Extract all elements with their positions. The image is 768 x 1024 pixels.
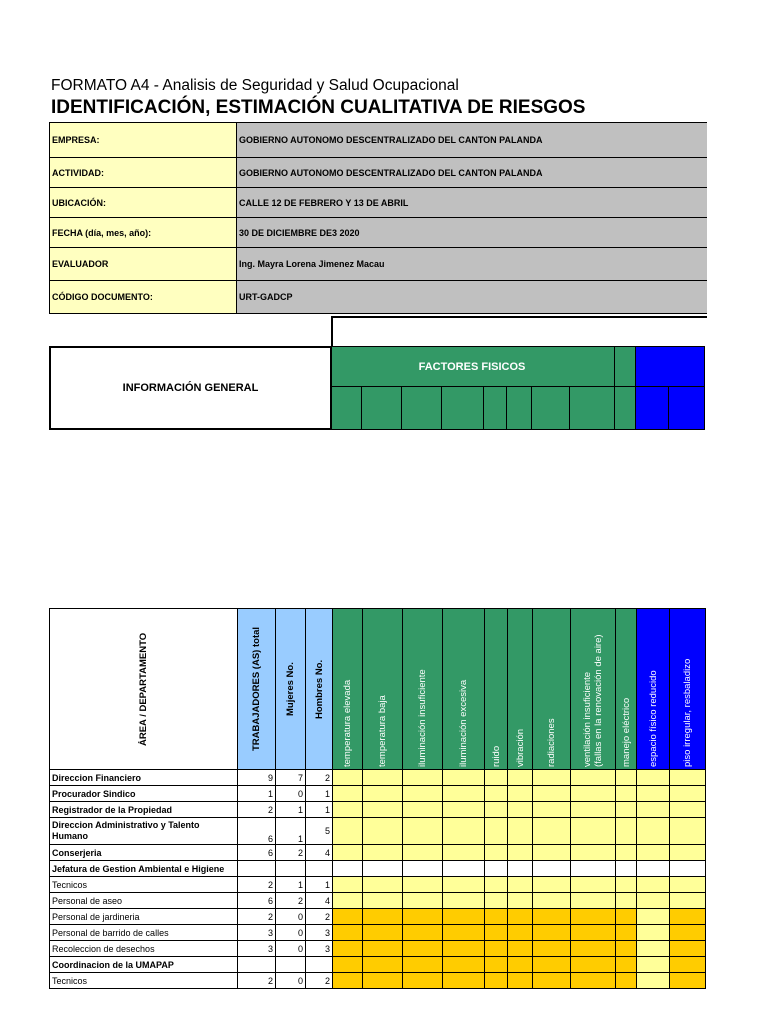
info-value: GOBIERNO AUTONOMO DESCENTRALIZADO DEL CANTON PALANDA	[237, 158, 707, 188]
factor-cell[interactable]	[443, 786, 485, 802]
factor-cell[interactable]	[363, 941, 403, 957]
info-label: ACTIVIDAD:	[50, 158, 237, 188]
mujeres-cell	[276, 861, 306, 877]
factor-cell[interactable]	[616, 893, 637, 909]
factor-header	[333, 609, 363, 770]
factor-subcell	[332, 387, 362, 430]
factor-subcell	[532, 387, 570, 430]
area-cell: Conserjeria	[50, 845, 238, 861]
hombres-cell: 4	[306, 845, 333, 861]
info-label: CÓDIGO DOCUMENTO:	[50, 281, 237, 314]
factor-cell[interactable]	[363, 861, 403, 877]
factor-cell[interactable]	[637, 893, 670, 909]
form-subtitle: IDENTIFICACIÓN, ESTIMACIÓN CUALITATIVA DE RIESGOS	[51, 97, 586, 118]
factor-header-text: piso irregular, resbaladizo	[682, 658, 693, 767]
factor-cell[interactable]	[616, 925, 637, 941]
factor-cell[interactable]	[443, 957, 485, 973]
factor-cell[interactable]	[670, 770, 706, 786]
factor-header	[670, 609, 706, 770]
factor-cell[interactable]	[571, 957, 616, 973]
factor-cell[interactable]	[403, 909, 443, 925]
factor-cell[interactable]	[485, 770, 508, 786]
factor-cell[interactable]	[616, 909, 637, 925]
total-cell	[238, 957, 276, 973]
factor-cell[interactable]	[670, 802, 706, 818]
hombres-cell: 4	[306, 893, 333, 909]
factor-cell[interactable]	[508, 802, 533, 818]
factor-cell[interactable]	[403, 861, 443, 877]
empty-header-box	[331, 316, 707, 347]
factor-cell[interactable]	[363, 925, 403, 941]
factor-header-text: temperatura elevada	[342, 679, 353, 767]
factor-cell[interactable]	[485, 845, 508, 861]
table-row	[50, 877, 706, 893]
factor-cell[interactable]	[637, 909, 670, 925]
hombres-header	[306, 609, 333, 770]
table-row	[50, 893, 706, 909]
factor-cell[interactable]	[571, 770, 616, 786]
factor-cell[interactable]	[403, 802, 443, 818]
factor-cell[interactable]	[670, 925, 706, 941]
factor-cell[interactable]	[443, 877, 485, 893]
total-cell: 9	[238, 770, 276, 786]
factor-cell[interactable]	[637, 957, 670, 973]
factor-cell[interactable]	[571, 845, 616, 861]
mujeres-header	[276, 609, 306, 770]
info-value: CALLE 12 DE FEBRERO Y 13 DE ABRIL	[237, 188, 707, 218]
factor-cell[interactable]	[571, 802, 616, 818]
area-cell: Recoleccion de desechos	[50, 941, 238, 957]
trabajadores-header	[238, 609, 276, 770]
factor-cell[interactable]	[533, 941, 571, 957]
factor-cell[interactable]	[333, 909, 363, 925]
hombres-cell: 2	[306, 973, 333, 989]
trabajadores-header-text: TRABAJADORES (AS) total	[251, 626, 262, 752]
factor-cell[interactable]	[533, 786, 571, 802]
factor-cell[interactable]	[403, 845, 443, 861]
factor-cell[interactable]	[443, 770, 485, 786]
area-cell: Direccion Financiero	[50, 770, 238, 786]
info-label: FECHA (día, mes, año):	[50, 218, 237, 248]
factor-cell[interactable]	[443, 909, 485, 925]
factor-cell[interactable]	[403, 786, 443, 802]
factor-cell[interactable]	[670, 957, 706, 973]
factor-cell[interactable]	[485, 802, 508, 818]
factor-cell[interactable]	[637, 802, 670, 818]
factor-header-text: temperatura baja	[377, 695, 388, 767]
total-cell: 2	[238, 802, 276, 818]
info-row	[50, 281, 707, 314]
mujeres-cell: 7	[276, 770, 306, 786]
table-row	[50, 909, 706, 925]
factor-header-text: vibración	[514, 728, 526, 767]
factor-subcell	[669, 387, 705, 430]
factor-cell[interactable]	[571, 786, 616, 802]
factor-header-text: manejo eléctrico	[620, 697, 632, 767]
factor-cell[interactable]	[363, 973, 403, 989]
total-cell: 6	[238, 893, 276, 909]
factor-cell[interactable]	[571, 909, 616, 925]
total-cell: 6	[238, 818, 276, 845]
factor-cell[interactable]	[363, 909, 403, 925]
mujeres-header-text: Mujeres No.	[285, 662, 296, 716]
factor-cell[interactable]	[533, 893, 571, 909]
factor-cell[interactable]	[670, 941, 706, 957]
total-cell: 1	[238, 786, 276, 802]
mujeres-cell: 1	[276, 818, 306, 845]
area-cell: Jefatura de Gestion Ambiental e Higiene	[50, 861, 238, 877]
factor-header	[616, 609, 637, 770]
factor-subcell	[636, 387, 669, 430]
factor-cell[interactable]	[533, 909, 571, 925]
info-value: GOBIERNO AUTONOMO DESCENTRALIZADO DEL CANTON PALANDA	[237, 123, 707, 158]
area-cell: Tecnicos	[50, 877, 238, 893]
factor-subcell	[362, 387, 402, 430]
info-label: EMPRESA:	[50, 123, 237, 158]
factor-cell[interactable]	[443, 893, 485, 909]
total-cell: 2	[238, 877, 276, 893]
factor-subcell	[402, 387, 442, 430]
factor-cell[interactable]	[533, 818, 571, 845]
factor-cell[interactable]	[508, 973, 533, 989]
factor-cell[interactable]	[571, 941, 616, 957]
factor-cell[interactable]	[637, 973, 670, 989]
hombres-cell: 2	[306, 770, 333, 786]
total-cell	[238, 861, 276, 877]
hombres-cell: 1	[306, 786, 333, 802]
factor-header	[443, 609, 485, 770]
mujeres-cell: 2	[276, 845, 306, 861]
area-cell: Procurador Sindico	[50, 786, 238, 802]
factor-header-band	[331, 346, 707, 430]
factor-cell[interactable]	[508, 941, 533, 957]
area-cell: Tecnicos	[50, 973, 238, 989]
total-cell: 6	[238, 845, 276, 861]
factor-cell[interactable]	[616, 957, 637, 973]
factor-cell[interactable]	[333, 957, 363, 973]
factor-cell[interactable]	[670, 909, 706, 925]
table-row	[50, 770, 706, 786]
factor-cell[interactable]	[363, 957, 403, 973]
factor-subcell	[484, 387, 507, 430]
factor-cell[interactable]	[333, 770, 363, 786]
factor-cell[interactable]	[485, 909, 508, 925]
factor-cell[interactable]	[508, 861, 533, 877]
factor-cell[interactable]	[485, 786, 508, 802]
factor-cell[interactable]	[363, 770, 403, 786]
factor-cell[interactable]	[485, 957, 508, 973]
factor-cell[interactable]	[403, 941, 443, 957]
hombres-cell: 3	[306, 925, 333, 941]
factor-cell[interactable]	[403, 973, 443, 989]
factor-cell[interactable]	[363, 845, 403, 861]
factor-cell[interactable]	[508, 770, 533, 786]
factor-cell[interactable]	[443, 941, 485, 957]
total-cell: 3	[238, 941, 276, 957]
factor-cell[interactable]	[485, 973, 508, 989]
factor-cell[interactable]	[333, 786, 363, 802]
factor-cell[interactable]	[508, 893, 533, 909]
factor-cell[interactable]	[443, 973, 485, 989]
factor-cell[interactable]	[571, 861, 616, 877]
info-table	[49, 122, 707, 314]
factor-cell[interactable]	[443, 818, 485, 845]
factor-cell[interactable]	[363, 893, 403, 909]
factor-cell[interactable]	[485, 861, 508, 877]
factor-header	[571, 609, 616, 770]
factor-cell[interactable]	[485, 818, 508, 845]
factor-cell[interactable]	[363, 786, 403, 802]
factor-group-cell	[636, 347, 705, 387]
factor-cell[interactable]	[508, 818, 533, 845]
table-row	[50, 818, 706, 845]
factor-cell[interactable]	[571, 925, 616, 941]
factor-cell[interactable]	[637, 818, 670, 845]
factor-cell[interactable]	[616, 941, 637, 957]
factor-cell[interactable]	[533, 845, 571, 861]
area-header-text: ÁREA / DEPARTAMENTO	[138, 632, 149, 746]
factor-cell[interactable]	[616, 802, 637, 818]
factor-cell[interactable]	[637, 861, 670, 877]
factor-cell[interactable]	[443, 925, 485, 941]
area-cell: Personal de jardineria	[50, 909, 238, 925]
factor-cell[interactable]	[637, 925, 670, 941]
factor-cell[interactable]	[333, 893, 363, 909]
factor-cell[interactable]	[333, 941, 363, 957]
factor-cell[interactable]	[403, 818, 443, 845]
matrix-header-row	[50, 609, 706, 770]
factor-cell[interactable]	[403, 877, 443, 893]
factor-cell[interactable]	[403, 770, 443, 786]
form-title: FORMATO A4 - Analisis de Seguridad y Salud Ocupacional	[51, 77, 459, 94]
factor-cell[interactable]	[670, 786, 706, 802]
total-cell: 2	[238, 909, 276, 925]
factor-cell[interactable]	[485, 941, 508, 957]
factor-cell[interactable]	[508, 909, 533, 925]
factor-cell[interactable]	[443, 802, 485, 818]
info-row	[50, 218, 707, 248]
factor-cell[interactable]	[533, 770, 571, 786]
factor-header-text: radiaciones	[546, 718, 557, 767]
factor-cell[interactable]	[571, 973, 616, 989]
factor-header	[508, 609, 533, 770]
factor-cell[interactable]	[533, 925, 571, 941]
mujeres-cell: 0	[276, 973, 306, 989]
area-cell: Registrador de la Propiedad	[50, 802, 238, 818]
factor-subcell	[615, 387, 636, 430]
factor-cell[interactable]	[637, 786, 670, 802]
factor-cell[interactable]	[403, 957, 443, 973]
factor-cell[interactable]	[616, 770, 637, 786]
factor-cell[interactable]	[533, 802, 571, 818]
factor-cell[interactable]	[670, 818, 706, 845]
factor-cell[interactable]	[363, 877, 403, 893]
factor-cell[interactable]	[485, 877, 508, 893]
factor-cell[interactable]	[508, 957, 533, 973]
factor-cell[interactable]	[670, 973, 706, 989]
factor-cell[interactable]	[533, 877, 571, 893]
factor-cell[interactable]	[443, 845, 485, 861]
factor-cell[interactable]	[508, 925, 533, 941]
area-header	[50, 609, 238, 770]
factor-cell[interactable]	[616, 818, 637, 845]
hombres-cell: 3	[306, 941, 333, 957]
mujeres-cell: 2	[276, 893, 306, 909]
mujeres-cell: 0	[276, 909, 306, 925]
hombres-cell: 1	[306, 877, 333, 893]
factor-cell[interactable]	[670, 877, 706, 893]
mujeres-cell: 0	[276, 925, 306, 941]
factor-cell[interactable]	[533, 861, 571, 877]
table-row	[50, 973, 706, 989]
factor-cell[interactable]	[616, 861, 637, 877]
factor-cell[interactable]	[333, 877, 363, 893]
hombres-cell: 1	[306, 802, 333, 818]
factor-header	[485, 609, 508, 770]
factor-subcell	[442, 387, 484, 430]
factor-header-text: iluminación insuficiente	[417, 669, 428, 767]
factor-subcell	[570, 387, 615, 430]
factor-cell[interactable]	[571, 893, 616, 909]
info-value: URT-GADCP	[237, 281, 707, 314]
factor-cell[interactable]	[508, 786, 533, 802]
factor-cell[interactable]	[670, 861, 706, 877]
mujeres-cell: 0	[276, 786, 306, 802]
factor-cell[interactable]	[533, 973, 571, 989]
factor-cell[interactable]	[403, 925, 443, 941]
factor-cell[interactable]	[485, 893, 508, 909]
factor-cell[interactable]	[363, 802, 403, 818]
factor-cell[interactable]	[333, 861, 363, 877]
factor-cell[interactable]	[637, 845, 670, 861]
area-cell: Coordinacion de la UMAPAP	[50, 957, 238, 973]
factor-cell[interactable]	[571, 818, 616, 845]
table-row	[50, 786, 706, 802]
factor-header	[637, 609, 670, 770]
factor-cell[interactable]	[485, 925, 508, 941]
mujeres-cell: 0	[276, 941, 306, 957]
info-value: 30 DE DICIEMBRE DE3 2020	[237, 218, 707, 248]
info-value: Ing. Mayra Lorena Jimenez Macau	[237, 248, 707, 281]
info-row	[50, 248, 707, 281]
total-cell: 3	[238, 925, 276, 941]
factor-cell[interactable]	[363, 818, 403, 845]
table-row	[50, 941, 706, 957]
factor-cell[interactable]	[333, 973, 363, 989]
table-row	[50, 861, 706, 877]
factor-header-text: ruido	[490, 745, 502, 767]
factor-group-cell	[615, 347, 636, 387]
info-general-box: INFORMACIÓN GENERAL	[49, 346, 332, 430]
info-label: EVALUADOR	[50, 248, 237, 281]
risk-matrix-table	[49, 608, 706, 989]
factor-cell[interactable]	[508, 845, 533, 861]
factores-fisicos-label: FACTORES FISICOS	[418, 361, 526, 373]
table-row	[50, 802, 706, 818]
factor-header-text: iluminación excesiva	[458, 679, 469, 767]
mujeres-cell: 1	[276, 802, 306, 818]
factor-header	[363, 609, 403, 770]
factor-header	[533, 609, 571, 770]
factor-cell[interactable]	[616, 877, 637, 893]
factor-cell[interactable]	[508, 877, 533, 893]
factor-cell[interactable]	[443, 861, 485, 877]
info-label: UBICACIÓN:	[50, 188, 237, 218]
mujeres-cell: 1	[276, 877, 306, 893]
factor-cell[interactable]	[670, 845, 706, 861]
table-row	[50, 925, 706, 941]
factor-cell[interactable]	[670, 893, 706, 909]
factor-header-text: espacio físico reducido	[647, 670, 659, 767]
table-row	[50, 845, 706, 861]
factor-header	[403, 609, 443, 770]
area-cell: Personal de barrido de calles	[50, 925, 238, 941]
area-cell: Direccion Administrativo y Talento Humano	[50, 818, 238, 845]
factor-subcell	[507, 387, 532, 430]
factor-cell[interactable]	[333, 925, 363, 941]
factor-cell[interactable]	[616, 786, 637, 802]
hombres-cell: 2	[306, 909, 333, 925]
factor-cell[interactable]	[637, 770, 670, 786]
factor-cell[interactable]	[333, 845, 363, 861]
hombres-header-text: Hombres No.	[313, 659, 325, 719]
factor-cell[interactable]	[571, 877, 616, 893]
factor-cell[interactable]	[616, 973, 637, 989]
hombres-cell	[306, 957, 333, 973]
factor-cell[interactable]	[637, 941, 670, 957]
hombres-cell	[306, 861, 333, 877]
factor-cell[interactable]	[533, 957, 571, 973]
total-cell: 2	[238, 973, 276, 989]
info-row	[50, 158, 707, 188]
factor-header-text: ventilación insuficiente (fallas en la renovación de aire)	[582, 634, 604, 767]
factor-cell[interactable]	[333, 818, 363, 845]
hombres-cell: 5	[306, 818, 333, 845]
mujeres-cell	[276, 957, 306, 973]
area-cell: Personal de aseo	[50, 893, 238, 909]
info-row	[50, 188, 707, 218]
factor-cell[interactable]	[403, 893, 443, 909]
factor-cell[interactable]	[637, 877, 670, 893]
table-row	[50, 957, 706, 973]
info-row	[50, 123, 707, 158]
factor-cell[interactable]	[333, 802, 363, 818]
factor-cell[interactable]	[616, 845, 637, 861]
